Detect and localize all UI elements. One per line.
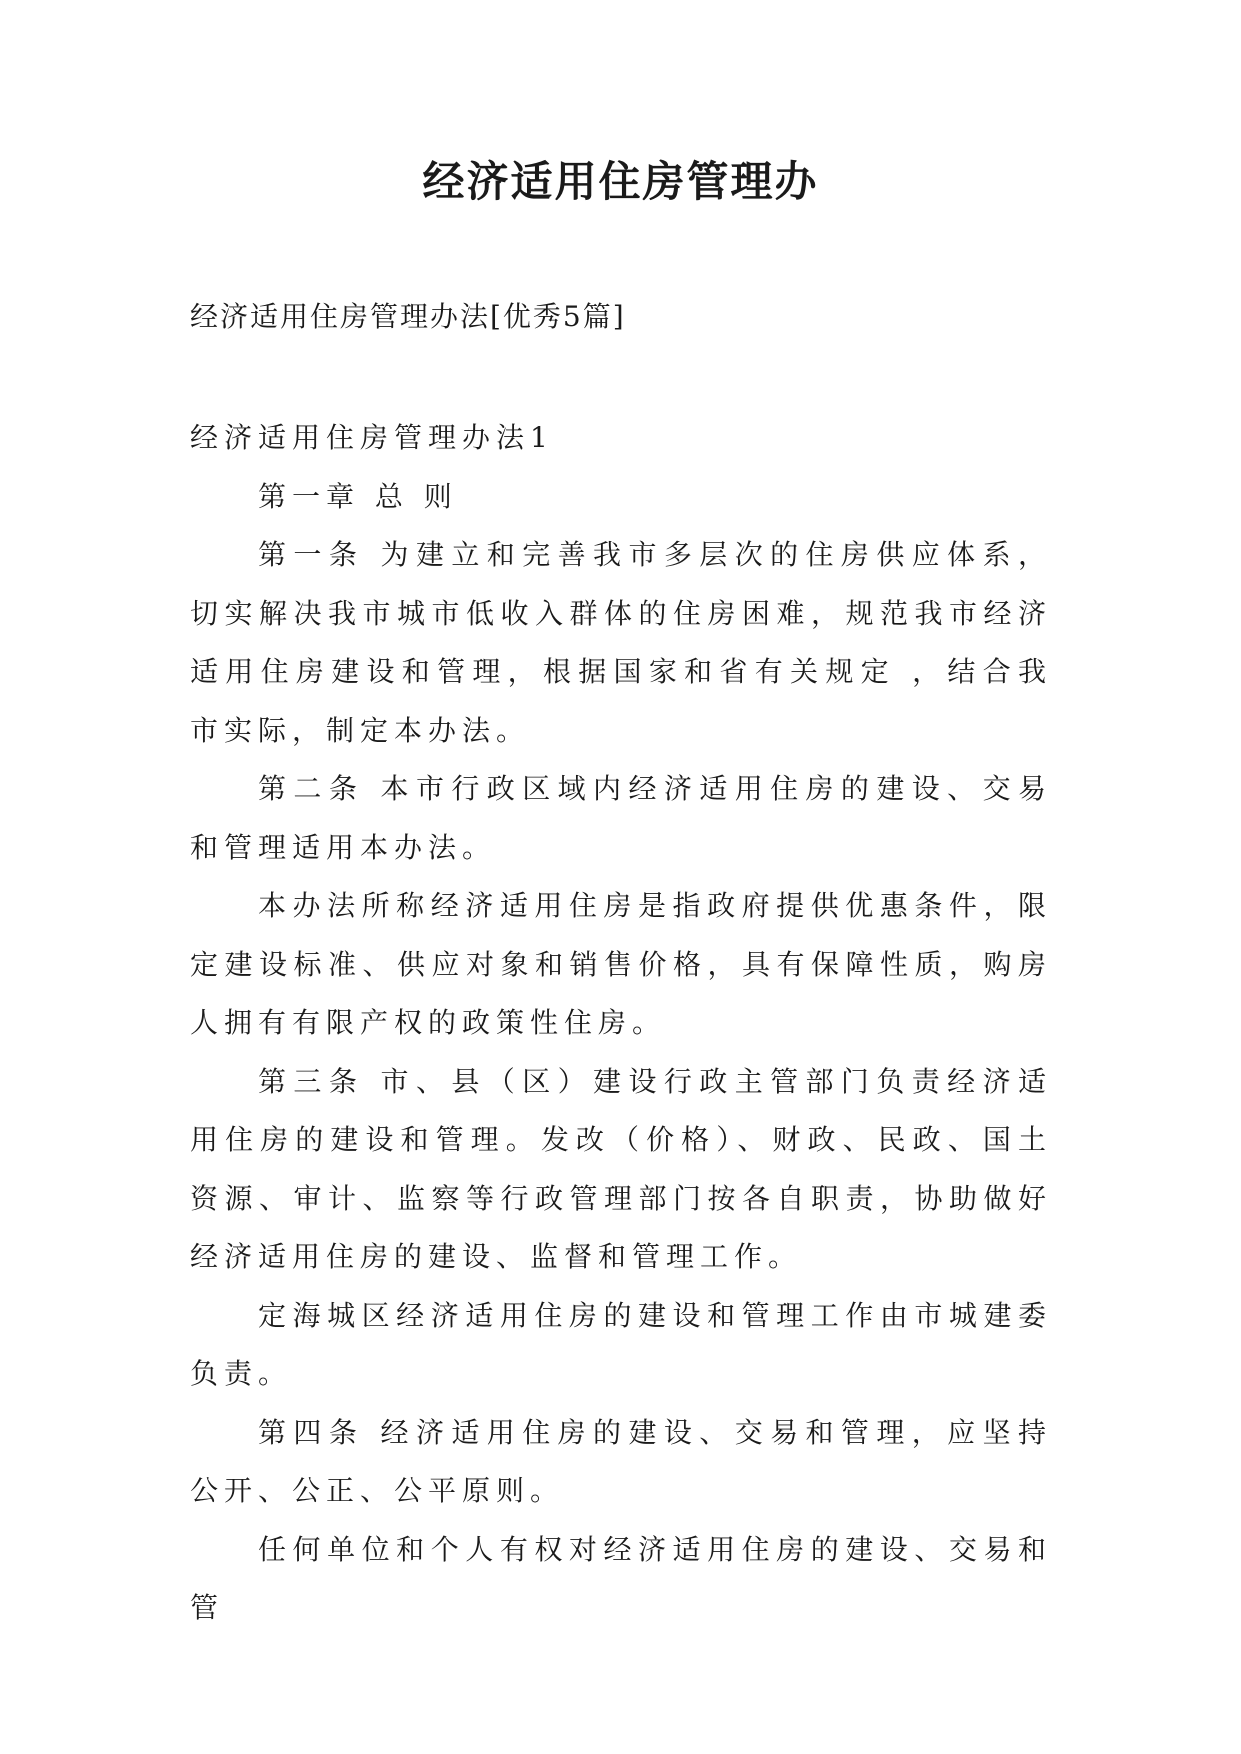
paragraph: 第三条 市、县（区）建设行政主管部门负责经济适用住房的建设和管理。发改（价格）、财政、民政、国土资源、审计、监察等行政管理部门按各自职责，协助做好经济适用住房的建设、监督和管理工作。 xyxy=(190,1064,1052,1273)
paragraph: 任何单位和个人有权对经济适用住房的建设、交易和管 xyxy=(190,1532,1052,1624)
chapter-heading: 第一章 总 则 xyxy=(258,479,458,513)
paragraph: 第一条 为建立和完善我市多层次的住房供应体系，切实解决我市城市低收入群体的住房困难，规范我市经济适用住房建设和管理，根据国家和省有关规定 ，结合我市实际，制定本办法。 xyxy=(190,538,1052,747)
document-subtitle: 经济适用住房管理办法[优秀5篇] xyxy=(190,300,626,333)
paragraph: 本办法所称经济适用住房是指政府提供优惠条件，限定建设标准、供应对象和销售价格，具有保障性质，购房人拥有有限产权的政策性住房。 xyxy=(190,889,1052,1039)
document-title: 经济适用住房管理办 xyxy=(422,157,819,206)
document-body xyxy=(190,409,1052,1638)
section-heading: 经济适用住房管理办法1 xyxy=(190,421,554,454)
paragraph: 第四条 经济适用住房的建设、交易和管理，应坚持公开、公正、公平原则。 xyxy=(190,1415,1052,1507)
paragraph: 定海城区经济适用住房的建设和管理工作由市城建委负责。 xyxy=(190,1298,1052,1390)
paragraph: 第二条 本市行政区域内经济适用住房的建设、交易和管理适用本办法。 xyxy=(190,772,1052,864)
